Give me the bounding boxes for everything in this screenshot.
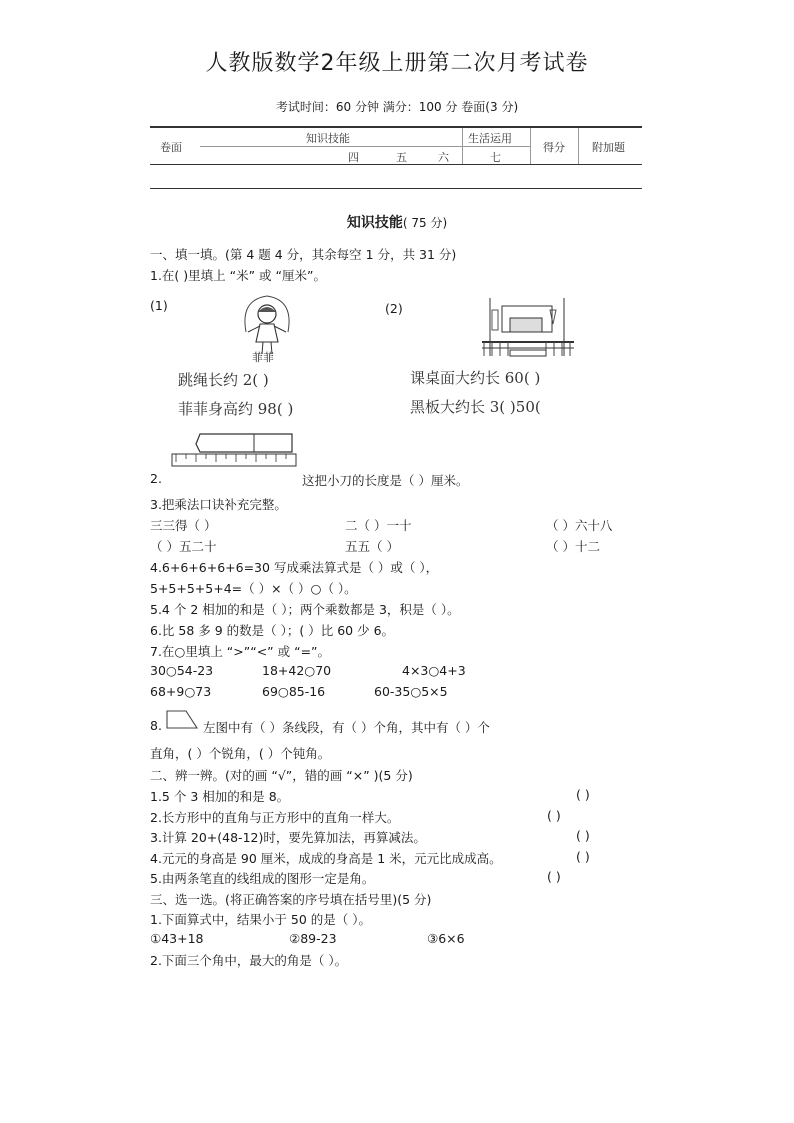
part2-bracket-3: ( ) [576, 828, 590, 843]
q7-r1c1: 30○54-23 [150, 663, 214, 678]
divider [150, 188, 642, 189]
score-table-col7: 七 [490, 151, 501, 164]
part3-heading: 三、选一选。(将正确答案的序号填在括号里)(5 分) [150, 892, 432, 907]
q7-r2c1: 68+9○73 [150, 684, 212, 699]
part2-item-2: 2.长方形中的直角与正方形中的直角一样大。 [150, 810, 400, 825]
q3-r2c1: （ ）五二十 [150, 539, 217, 554]
q8-line2: 直角，( ）个锐角，( ）个钝角。 [150, 746, 331, 761]
q3-r1c1: 三三得（ ） [150, 518, 217, 533]
q7-r2c2: 69○85-16 [262, 684, 326, 699]
q7-r1c2: 18+42○70 [262, 663, 332, 678]
q6-prompt: 6.比 58 多 9 的数是（ ）；( ）比 60 少 6。 [150, 623, 395, 638]
section-title-text: 知识技能 [346, 215, 403, 231]
q4-line1: 4.6+6+6+6+6=30 写成乘法算式是（ ）或（ ）， [150, 560, 439, 575]
q3-r1c3: （ ）六十八 [546, 518, 613, 533]
score-table-col5: 五 [396, 151, 407, 164]
q2-prompt: 这把小刀的长度是（ ）厘米。 [302, 473, 469, 488]
q2-number: 2. [150, 471, 162, 486]
part2-bracket-4: ( ) [576, 849, 590, 864]
classroom-desk-illustration [480, 296, 576, 364]
part2-item-3: 3.计算 20+(48-12)时，要先算加法，再算减法。 [150, 830, 426, 845]
part2-bracket-1: ( ) [576, 787, 590, 802]
q3-prompt: 3.把乘法口诀补充完整。 [150, 497, 287, 512]
q1-sub2-label: (2) [385, 301, 403, 316]
q4-line2: 5+5+5+5+4=（ ）×（ ）○（ ）。 [150, 581, 357, 596]
q1-a: 跳绳长约 2( ) [178, 371, 269, 389]
q7-r2c3: 60-35○5×5 [374, 684, 448, 699]
ruler-knife-illustration [170, 432, 298, 468]
q3-r2c2: 五五（ ） [345, 539, 399, 554]
part3-q1: 1.下面算式中，结果小于 50 的是（ ）。 [150, 912, 372, 927]
part3-q1-opt3: ③6×6 [427, 931, 465, 946]
score-table-score: 得分 [543, 141, 565, 154]
section-title [0, 212, 794, 232]
q7-prompt: 7.在○里填上 “>”“<” 或 “=”。 [150, 644, 331, 659]
score-table-extra: 附加题 [592, 141, 625, 154]
score-table-col6: 六 [438, 151, 449, 164]
q8-shape-figure [164, 708, 200, 732]
part2-bracket-5: ( ) [547, 869, 561, 884]
part3-q1-opt2: ②89-23 [289, 931, 337, 946]
girl-name-label: 菲菲 [252, 351, 274, 364]
q1-d: 黑板大约长 3( )50( [410, 398, 541, 416]
part3-q2: 2.下面三个角中，最大的角是（ ）。 [150, 953, 348, 968]
part1-heading: 一、填一填。(第 4 题 4 分，其余每空 1 分，共 31 分) [150, 247, 457, 262]
q8-number: 8. [150, 718, 162, 733]
q3-r2c3: （ ）十二 [546, 539, 600, 554]
score-table-life: 生活运用 [468, 132, 512, 145]
score-table-knowledge: 知识技能 [306, 132, 350, 145]
q7-r1c3: 4×3○4+3 [402, 663, 466, 678]
q1-prompt: 1.在( )里填上 “米” 或 “厘米”。 [150, 268, 326, 283]
q1-b: 菲菲身高约 98( ) [178, 400, 294, 418]
part2-item-4: 4.元元的身高是 90 厘米，成成的身高是 1 米，元元比成成高。 [150, 851, 502, 866]
part3-q1-opt1: ①43+18 [150, 931, 204, 946]
exam-title: 人教版数学2年级上册第二次月考试卷 [205, 51, 589, 76]
section-points: ( 75 分) [402, 216, 448, 230]
q8-line1: 左图中有（ ）条线段，有（ ）个角，其中有（ ）个 [203, 720, 490, 735]
score-table-juanmian: 卷面 [160, 141, 182, 154]
q1-c: 课桌面大约长 60( ) [410, 369, 541, 387]
part2-item-5: 5.由两条笔直的线组成的图形一定是角。 [150, 871, 375, 886]
q5-prompt: 5.4 个 2 相加的和是（ ）；两个乘数都是 3，积是（ ）。 [150, 602, 460, 617]
exam-info: 考试时间：60 分钟 满分：100 分 卷面(3 分) [275, 100, 519, 114]
score-table-col4: 四 [348, 151, 359, 164]
q3-r1c2: 二（ ）一十 [345, 518, 412, 533]
part2-item-1: 1.5 个 3 相加的和是 8。 [150, 789, 290, 804]
part2-heading: 二、辨一辨。(对的画 “√”，错的画 “×” )(5 分) [150, 768, 413, 783]
q1-sub1-label: (1) [150, 298, 168, 313]
part2-bracket-2: ( ) [547, 808, 561, 823]
